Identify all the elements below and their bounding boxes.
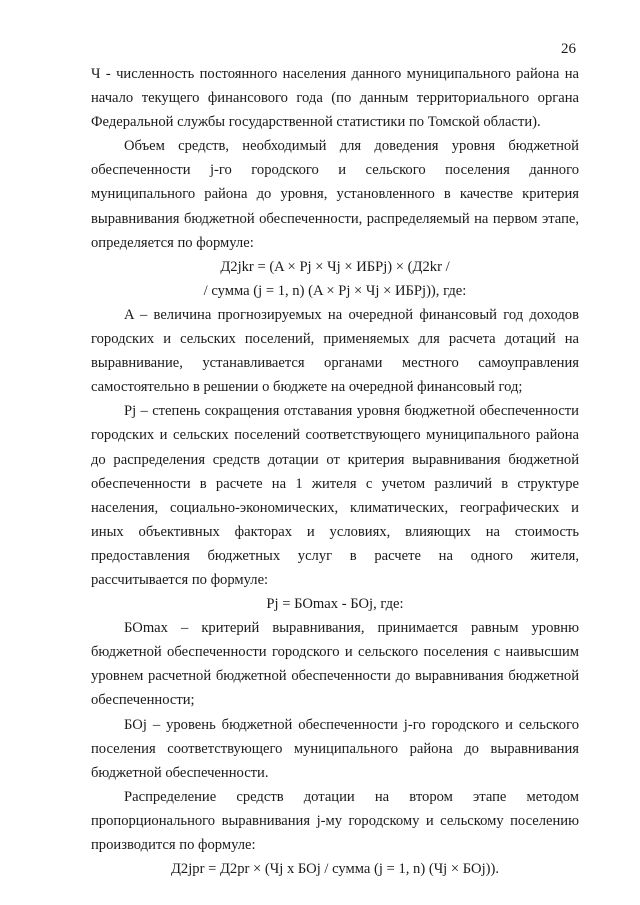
paragraph-boj-definition: БОj – уровень бюджетной обеспеченности j-го городского и сельского поселения соответствующего муниципального района до выравнивания бюджетной обеспеченности. (91, 716, 579, 781)
paragraph-a-definition: A – величина прогнозируемых на очередной финансовый год доходов городских и сельских поселений, применяемых для расчета дотаций на выравнивание, устанавливается органами местного самоуправления самостоятельно в решении о бюджете на очередной финансовый год; (91, 306, 579, 396)
paragraph-pj-definition: Pj – степень сокращения отставания уровня бюджетной обеспеченности городских и сельских поселений соответствующего муниципального района до распределения средств дотации от критерия выравнивания бюджетной обеспеченности в расчете на 1 жителя с учетом различий в структуре населения, социально-экономических, климатических, географических и иных объективных факторах и условиях, влияющих на стоимость предоставления бюджетных услуг в расчете на одного жителя, рассчитывается по формуле: (91, 403, 579, 588)
paragraph-population-definition: Ч - численность постоянного населения данного муниципального района на начало текущего финансового года (по данным территориального органа Федеральной службы государственной статистики по Томской области). (91, 66, 579, 131)
paragraph-bomax-definition: БОmax – критерий выравнивания, принимается равным уровню бюджетной обеспеченности городского и сельского поселения с наивысшим уровнем расчетной бюджетной обеспеченности до выравнивания бюджетной обеспеченности; (91, 620, 579, 709)
formula-d2jpr: Д2jpr = Д2pr × (Чj x БОj / сумма (j = 1, n) (Чj × БОj)). (170, 861, 500, 878)
paragraph-second-stage: Распределение средств дотации на втором этапе методом пропорционального выравнивания j-му городскому и сельскому поселению производится по формуле: (91, 788, 579, 853)
formula-d2jkr-line-1: Д2jkr = (A × Pj × Чj × ИБРj) × (Д2kr / (220, 258, 450, 275)
document-body (91, 62, 579, 881)
formula-pj: Pj = БОmax - БОj, где: (266, 596, 404, 613)
page-number: 26 (561, 41, 576, 57)
formula-d2jkr-line-2: / сумма (j = 1, n) (A × Pj × Чj × ИБРj)), где: (203, 282, 467, 299)
paragraph-first-stage-volume: Объем средств, необходимый для доведения уровня бюджетной обеспеченности j-го городского и сельского поселения данного муниципального района до уровня, установленного в качестве критерия выравнивания бюджетной обеспеченности, распределяемый на первом этапе, определяется по формуле: (91, 138, 579, 251)
